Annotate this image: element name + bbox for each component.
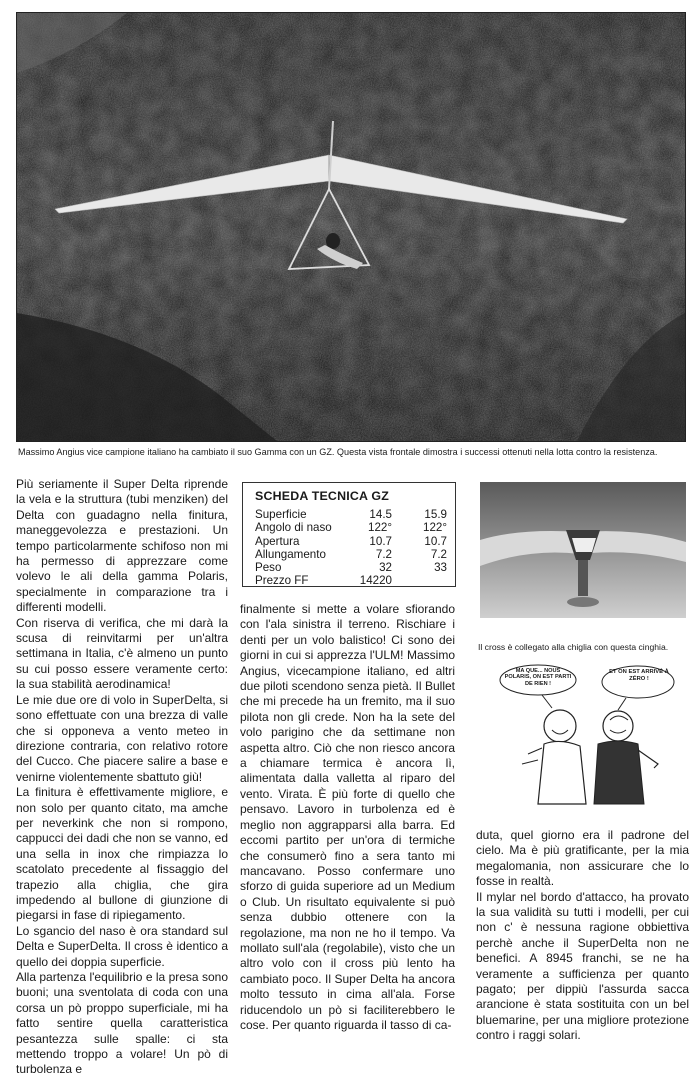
article-column-2 [240,602,455,1033]
spec-table-title: SCHEDA TECNICA GZ [255,489,389,503]
article-column-1 [16,477,228,1078]
spec-value-a: 14.5 [369,508,392,521]
spec-value-a: 14220 [359,574,392,588]
spec-row [255,535,447,548]
photo-caption: Massimo Angius vice campione italiano ha cambiato il suo Gamma con un GZ. Questa vista frontale dimostra i successi ottenuti nella lotta contro la resistenza. [18,447,658,457]
cross-strap-photo-art [480,482,686,618]
cross-strap-caption: Il cross è collegato alla chiglia con questa cinghia. [478,642,669,652]
paragraph: La finitura è effettivamente migliore, e non solo per quanto citato, ma amche per neverkink che non si rompono, cappucci dei dadi che non se vanno, ed una sella in inox che rimpiazza lo scatolato precedente al fissaggio del trapezio alla chiglia, che gira impedendo al bullone di giunzione di piegarsi in fase di ripiegamento. [16,785,228,923]
spec-label: Prezzo FF [255,574,309,588]
spec-value-b: 15.9 [424,508,447,521]
paragraph: Con riserva di verifica, che mi darà la scusa di reinvitarmi per un'altra settimana in Italia, c'è almeno un punto su cui posso essere veramente certo: la sua stabilità aerodinamica! [16,615,228,692]
paragraph: finalmente si mette a volare sfiorando con l'ala sinistra il terreno. Rischiare i denti per un volo balistico! Ci sono dei giorni in cui si apprezza l'ULM! Massimo Angius, vicecampione italiano, ed altri due piloti scendono senza pietà. Il Bullet che mi precede ha un fremito, ma il suo pilota non gli crede. Non ha la sete del volo parigino che da settimane non aspetta altro. Ciò che non riesco ancora a chiamare termica è ancora lì, alimentata dalla valletta al riparo del vento. Virata. È più forte di quello che pensavo. Lavoro in turbolenza ed è meglio non aggrapparsi alla barra. Ed eccomi partito per un'ora di termiche che consumerò fino a sera tanto mi mancavano. Posso confermare uno sforzo di guida superiore ad un Medium o Club. Un risultato equivalente si può senza dubbio ottenere con la regolazione, ma non ne ho il tempo. Va mollato sull'ala (regolabile), visto che un altro volo con il cross più lento ha cambiato poco. Il Super Delta ha ancora molto tessuto in cima all'ala. Forse riducendolo un pò si faciliterebbero le cose. Per quanto riguarda il tasso di ca- [240,602,455,1032]
paragraph: Più seriamente il Super Delta riprende la vela e la struttura (tubi menziken) del Delta con guadagno nella finitura, maneggevolezza e prestazioni. Un tempo particolarmente schifoso non mi ha permesso di apprezzare come volevo le ali della gamma Polaris, specialmente in comparazione tra i differenti modelli. [16,477,228,615]
hang-glider-photo-art [17,13,685,441]
spec-label: Allungamento [255,547,326,561]
spec-value-a: 7.2 [375,547,392,561]
spec-row [255,574,447,587]
paragraph: duta, quel giorno era il padrone del cielo. Ma è più gratificante, per la mia megalomania, non assicurare che lo fosse in realtà. [476,828,689,889]
paragraph: Alla partenza l'equilibrio e la presa sono buoni; una sventolata di coda con una corsa un pò proppo superficiale, mi ha fatto sentire quella caratteristica pesantezza sulle spalle: ci sta mettendo troppo a volare! Un pò di turbolenza e [16,970,228,1077]
spec-row [255,548,447,561]
paragraph: Il mylar nel bordo d'attacco, ha provato la sua validità su tutti i modelli, per cui non c' è nessuna ragione obbiettiva perchè anche il SuperDelta non ne benefici. A 8945 franchi, se ne ha veramente a sufficienza per quanto pagato; per dippiù l'assurda sacca arancione è stata sostituita con un bel bluemarine, per una migliore protezione contro i raggi solari. [476,889,689,1043]
spec-value-b: 7.2 [430,547,447,561]
spec-label: Angolo di naso [255,521,332,535]
spec-row [255,521,447,534]
spec-row [255,508,447,521]
spec-value-a: 122° [368,521,392,535]
paragraph: Le mie due ore di volo in SuperDelta, si sono effettuate con una brezza di valle che si opponeva a vento meteo in direzione contraria, con relativo rotore del Cucco. Che piacere salire a base e venirne violentemente sbattuto giù! [16,692,228,784]
article-column-3 [476,828,689,1044]
hang-glider-photo [16,12,686,442]
spec-table [242,482,456,587]
speech-bubble-left: MA QUE... NOUS POLARIS, ON EST PARTI DE RIEN ! [504,668,572,687]
spec-value-b: 33 [434,561,447,575]
spec-label: Superficie [255,508,307,521]
spec-value-a: 10.7 [369,534,392,548]
spec-label: Apertura [255,534,300,548]
spec-value-b: 122° [423,521,447,535]
spec-row [255,561,447,574]
spec-label: Peso [255,561,282,575]
cross-strap-photo [480,482,686,618]
cartoon-illustration [498,664,686,812]
spec-value-b [392,574,447,587]
speech-bubble-right: ET ON EST ARRIVÉ À ZÉRO ! [609,669,669,682]
spec-value-a: 32 [379,561,392,575]
paragraph: Lo sgancio del naso è ora standard sul Delta e SuperDelta. Il cross è identico a quello dei doppia superficie. [16,923,228,969]
spec-value-b: 10.7 [424,534,447,548]
